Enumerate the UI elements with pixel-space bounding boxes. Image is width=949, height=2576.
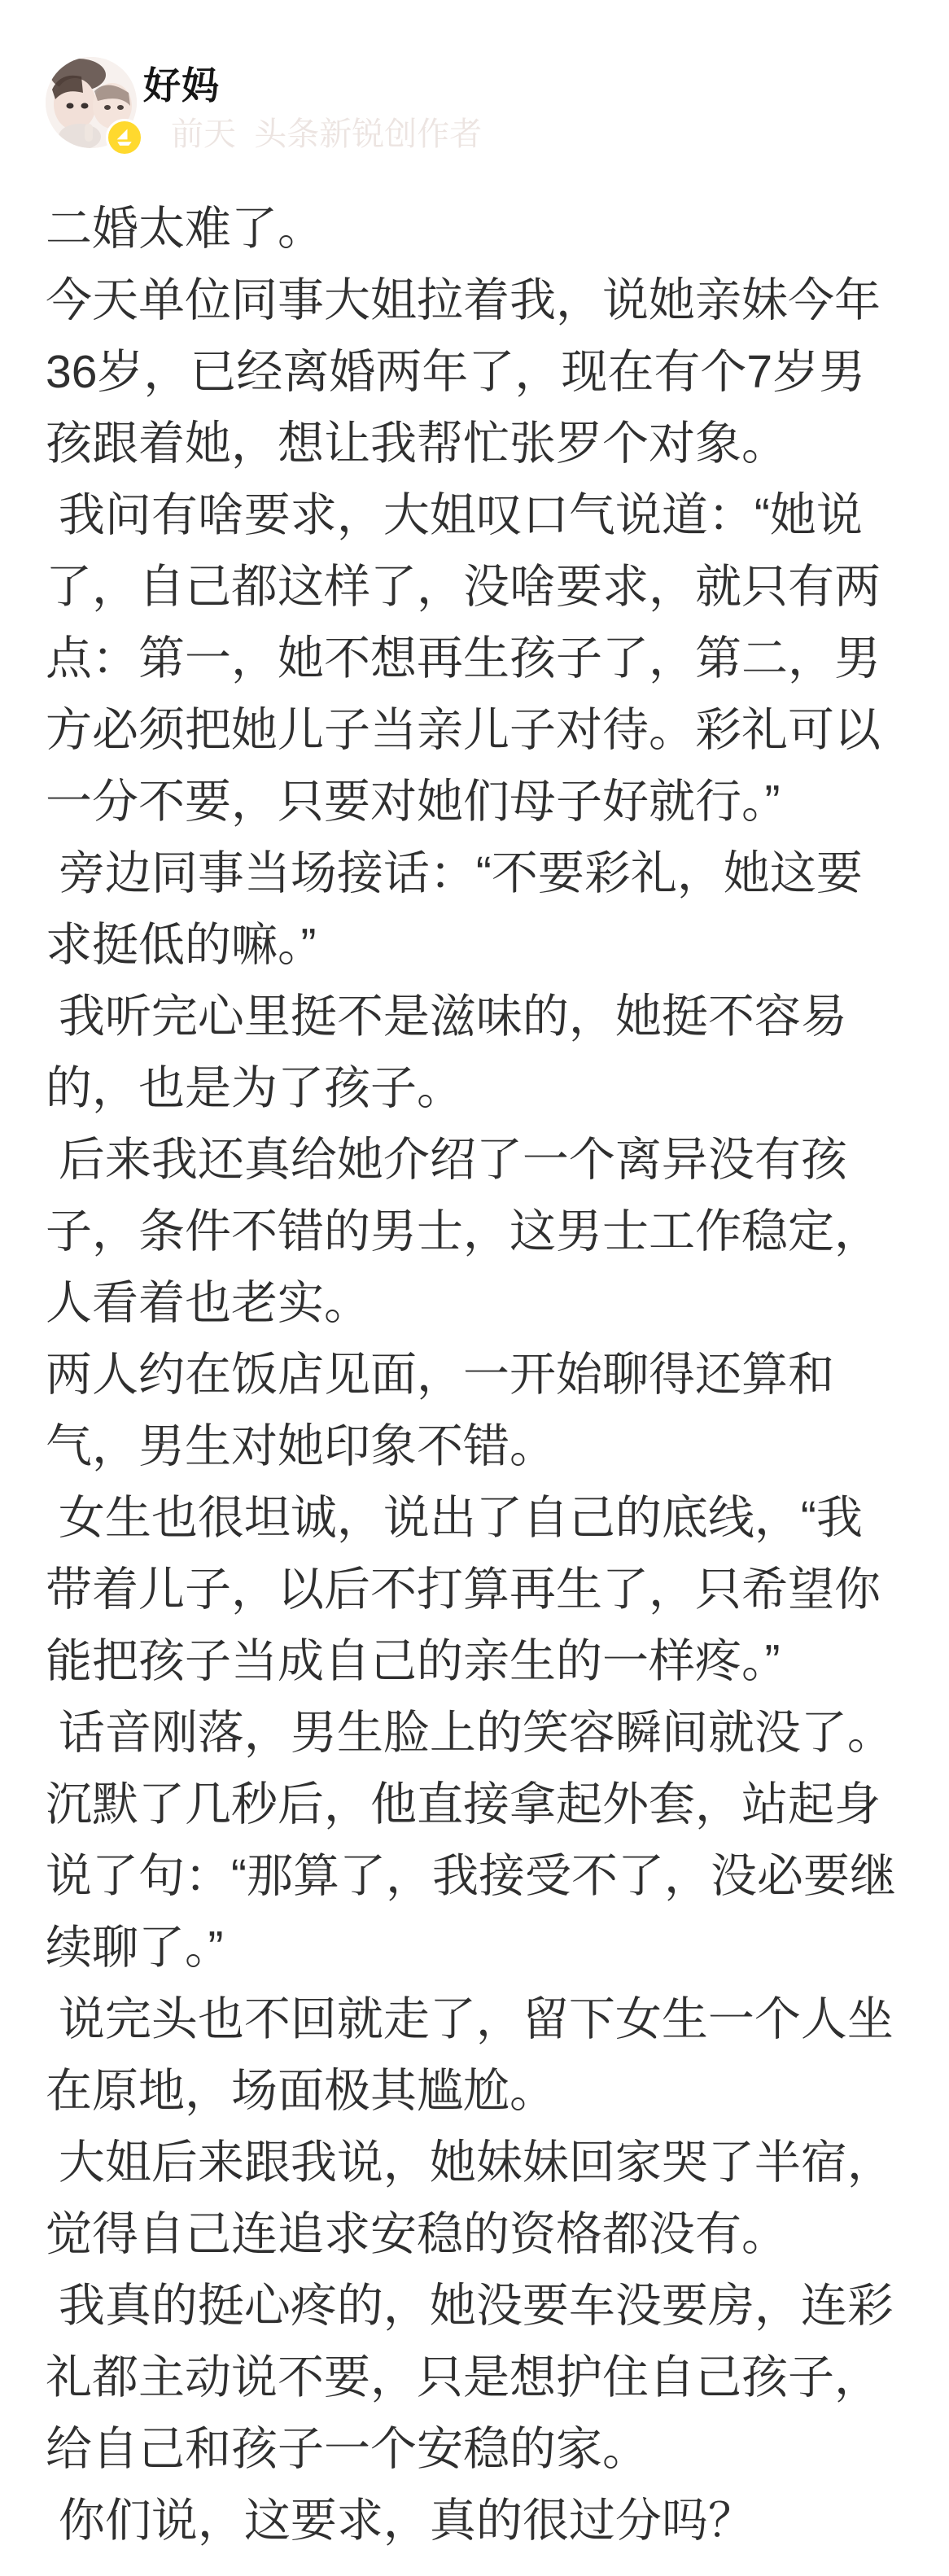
post-line: 话音刚落，男生脸上的笑容瞬间就没了。: [46, 1707, 894, 1759]
sailboat-badge-icon: [113, 126, 136, 149]
post-line: 我真的挺心疼的，她没要车没要房，连彩: [46, 2280, 894, 2332]
post-body: [46, 193, 941, 2556]
post-line: 带着儿子，以后不打算再生了，只希望你: [46, 1564, 881, 1616]
post-line: 了，自己都这样了，没啥要求，就只有两: [46, 561, 881, 613]
post-line: 36岁，已经离婚两年了，现在有个7岁男: [46, 346, 866, 398]
post-line: 给自己和孩子一个安稳的家。: [46, 2423, 649, 2475]
post-line: 礼都主动说不要，只是想护住自己孩子，: [46, 2351, 881, 2403]
post-line: 方必须把她儿子当亲儿子对待。彩礼可以: [46, 704, 881, 756]
post-line: 旁边同事当场接话：“不要彩礼，她这要: [46, 847, 863, 899]
post-line: 点：第一，她不想再生孩子了，第二，男: [46, 632, 881, 684]
post-line: 续聊了。”: [46, 1922, 224, 1974]
post-line: 我听完心里挺不是滋味的，她挺不容易: [46, 991, 847, 1043]
post-line: 在原地，场面极其尴尬。: [46, 2065, 556, 2117]
post-line: 觉得自己连追求安稳的资格都没有。: [46, 2208, 788, 2260]
post-line: 说完头也不回就走了，留下女生一个人坐: [46, 1993, 894, 2045]
post-meta: 前天 头条新锐创作者: [171, 116, 483, 152]
post-line: 求挺低的嘛。”: [46, 919, 317, 971]
post-line: 今天单位同事大姐拉着我，说她亲妹今年: [46, 274, 881, 326]
creator-badge: [106, 119, 143, 156]
post-line: 女生也很坦诚，说出了自己的底线，“我: [46, 1492, 863, 1544]
post-line: 两人约在饭店见面，一开始聊得还算和: [46, 1349, 834, 1401]
post-line: 子，条件不错的男士，这男士工作稳定，: [46, 1205, 881, 1257]
post-line: 二婚太难了。: [46, 203, 324, 255]
post-line: 的，也是为了孩子。: [46, 1062, 463, 1114]
username[interactable]: 好妈: [143, 64, 220, 107]
post-line: 人看着也老实。: [46, 1277, 370, 1329]
post-line: 你们说，这要求，真的很过分吗？: [46, 2495, 754, 2547]
post-line: 一分不要，只要对她们母子好就行。”: [46, 776, 781, 828]
post-line: 大姐后来跟我说，她妹妹回家哭了半宿，: [46, 2136, 894, 2189]
post-line: 说了句：“那算了，我接受不了，没必要继: [46, 1850, 896, 1902]
post-line: 沉默了几秒后，他直接拿起外套，站起身: [46, 1778, 881, 1830]
post-line: 能把孩子当成自己的亲生的一样疼。”: [46, 1635, 781, 1687]
post-line: 后来我还真给她介绍了一个离异没有孩: [46, 1134, 847, 1186]
post-line: 孩跟着她，想让我帮忙张罗个对象。: [46, 418, 788, 470]
post-line: 气，男生对她印象不错。: [46, 1420, 556, 1472]
post-line: 我问有啥要求，大姐叹口气说道：“她说: [46, 489, 863, 541]
